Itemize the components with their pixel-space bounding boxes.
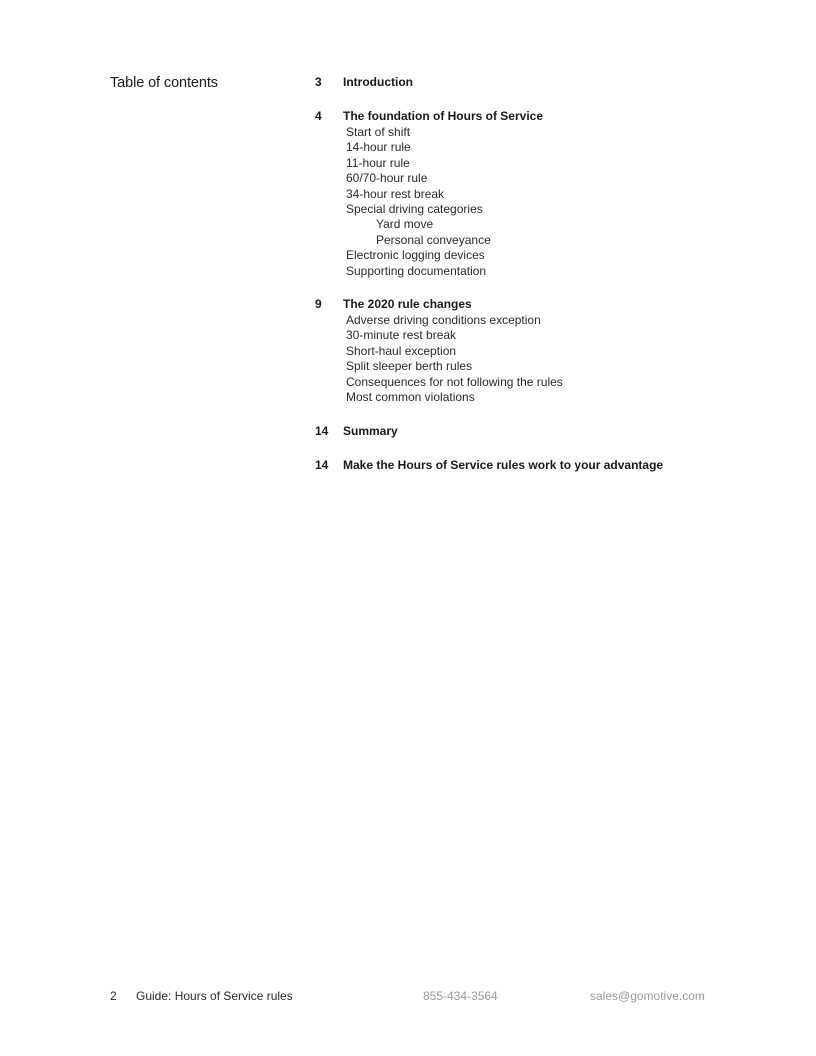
toc-section (315, 75, 795, 91)
toc-subsection-item[interactable]: Adverse driving conditions exception (346, 313, 541, 328)
toc-section-title[interactable]: Summary (343, 423, 398, 438)
toc-page-number: 4 (315, 109, 322, 123)
toc-section-entry[interactable] (315, 75, 795, 91)
footer-page-number: 2 (110, 989, 117, 1003)
toc-section-title[interactable]: Make the Hours of Service rules work to your advantage (343, 457, 664, 472)
toc-section-title[interactable]: The 2020 rule changes (343, 297, 472, 312)
toc-page-number: 9 (315, 297, 322, 312)
toc-section-entry[interactable] (315, 458, 795, 474)
toc-subsection-item[interactable]: Start of shift (346, 125, 411, 139)
toc-subsection-item[interactable]: Consequences for not following the rules (346, 374, 563, 389)
toc-subsection-item[interactable]: 11-hour rule (346, 155, 410, 170)
toc-section (315, 109, 795, 279)
toc-subsection-item[interactable]: Most common violations (346, 390, 475, 405)
toc-section (315, 458, 795, 474)
toc-section-entry[interactable] (315, 109, 795, 125)
toc-subsection-item[interactable]: Personal conveyance (376, 232, 491, 247)
toc-subsection-item[interactable]: 30-minute rest break (346, 328, 457, 343)
toc-subsection-item[interactable]: Short-haul exception (346, 343, 457, 358)
toc-subsection-item[interactable]: 34-hour rest break (346, 186, 445, 201)
toc-section-entry[interactable] (315, 297, 795, 313)
toc-subsection-item[interactable]: 60/70-hour rule (346, 171, 428, 186)
toc-subsection-item[interactable]: Split sleeper berth rules (346, 359, 473, 374)
footer-phone[interactable]: 855-434-3564 (423, 989, 498, 1003)
toc-subsection-item[interactable]: Electronic logging devices (346, 248, 485, 263)
toc-page-number: 3 (315, 75, 322, 89)
footer-guide-title: Guide: Hours of Service rules (136, 989, 293, 1003)
toc-subsection-item[interactable]: Yard move (376, 217, 434, 232)
toc-subsection-item[interactable]: Supporting documentation (346, 263, 487, 278)
toc-subsection-item[interactable]: 14-hour rule (346, 140, 411, 155)
toc-subsection-item[interactable]: Special driving categories (346, 202, 483, 217)
toc-section (315, 297, 795, 405)
toc-section (315, 424, 795, 440)
toc-page-number: 14 (315, 423, 329, 438)
footer-email[interactable]: sales@gomotive.com (590, 989, 705, 1003)
toc-section-title[interactable]: The foundation of Hours of Service (343, 109, 544, 123)
toc-section-entry[interactable] (315, 424, 795, 440)
toc-heading: Table of contents (110, 75, 218, 91)
toc-page-number: 14 (315, 457, 329, 472)
toc-list (315, 75, 795, 492)
toc-section-title[interactable]: Introduction (343, 75, 413, 89)
page-footer (110, 989, 710, 1005)
